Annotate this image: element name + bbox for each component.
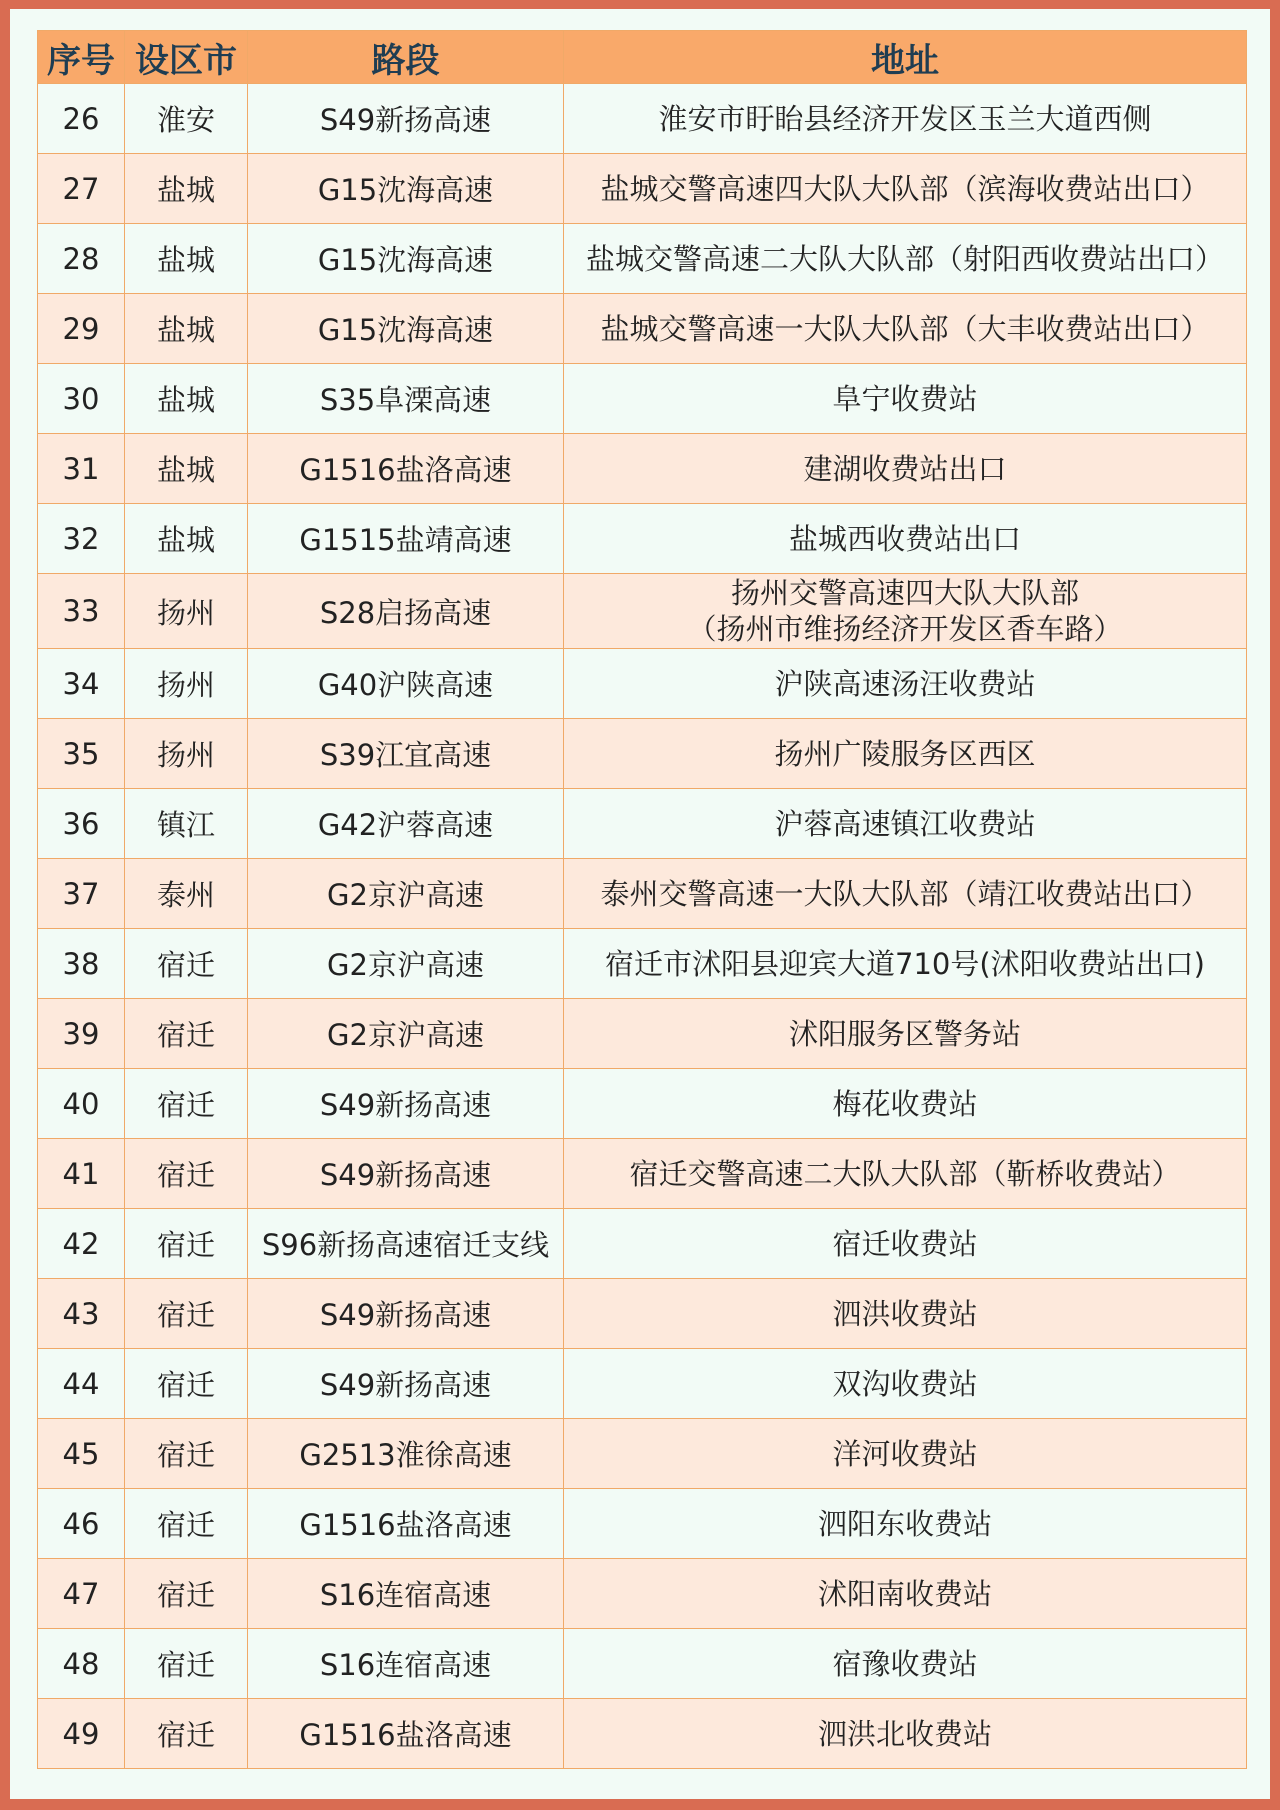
- cell-road: G2京沪高速: [248, 859, 564, 929]
- cell-city: 宿迁: [125, 1559, 248, 1629]
- cell-city: 盐城: [125, 294, 248, 364]
- header-address: 地址: [564, 31, 1247, 84]
- cell-no: 39: [38, 999, 125, 1069]
- table-row: [38, 999, 1247, 1069]
- cell-no: 28: [38, 224, 125, 294]
- table-row: [38, 224, 1247, 294]
- cell-address: 宿豫收费站: [564, 1629, 1247, 1699]
- cell-city: 盐城: [125, 224, 248, 294]
- cell-no: 43: [38, 1279, 125, 1349]
- table-row: [38, 364, 1247, 434]
- cell-address: 盐城西收费站出口: [564, 504, 1247, 574]
- cell-road: S49新扬高速: [248, 84, 564, 154]
- cell-no: 29: [38, 294, 125, 364]
- table-row: [38, 294, 1247, 364]
- table-frame: [10, 9, 1270, 1799]
- cell-no: 44: [38, 1349, 125, 1419]
- cell-road: S96新扬高速宿迁支线: [248, 1209, 564, 1279]
- cell-road: G2京沪高速: [248, 999, 564, 1069]
- cell-no: 38: [38, 929, 125, 999]
- cell-city: 镇江: [125, 789, 248, 859]
- cell-address: 泰州交警高速一大队大队部（靖江收费站出口）: [564, 859, 1247, 929]
- cell-address: 淮安市盱眙县经济开发区玉兰大道西侧: [564, 84, 1247, 154]
- cell-no: 37: [38, 859, 125, 929]
- cell-city: 宿迁: [125, 1629, 248, 1699]
- cell-city: 泰州: [125, 859, 248, 929]
- table-row: [38, 574, 1247, 649]
- cell-city: 盐城: [125, 504, 248, 574]
- cell-address: 盐城交警高速一大队大队部（大丰收费站出口）: [564, 294, 1247, 364]
- cell-address: 盐城交警高速二大队大队部（射阳西收费站出口）: [564, 224, 1247, 294]
- table-row: [38, 504, 1247, 574]
- cell-address: 宿迁收费站: [564, 1209, 1247, 1279]
- table-row: [38, 649, 1247, 719]
- cell-address: 阜宁收费站: [564, 364, 1247, 434]
- cell-address: 泗洪收费站: [564, 1279, 1247, 1349]
- cell-road: S39江宜高速: [248, 719, 564, 789]
- cell-city: 盐城: [125, 364, 248, 434]
- cell-road: G1516盐洛高速: [248, 1489, 564, 1559]
- cell-no: 49: [38, 1699, 125, 1769]
- cell-city: 宿迁: [125, 1069, 248, 1139]
- cell-address: 宿迁交警高速二大队大队部（靳桥收费站）: [564, 1139, 1247, 1209]
- cell-road: S49新扬高速: [248, 1069, 564, 1139]
- cell-no: 36: [38, 789, 125, 859]
- cell-city: 盐城: [125, 434, 248, 504]
- cell-city: 扬州: [125, 649, 248, 719]
- table-header-row: [38, 31, 1247, 84]
- cell-road: G1516盐洛高速: [248, 1699, 564, 1769]
- cell-no: 31: [38, 434, 125, 504]
- cell-city: 淮安: [125, 84, 248, 154]
- cell-address: 盐城交警高速四大队大队部（滨海收费站出口）: [564, 154, 1247, 224]
- cell-no: 35: [38, 719, 125, 789]
- cell-road: G40沪陕高速: [248, 649, 564, 719]
- cell-road: G1515盐靖高速: [248, 504, 564, 574]
- cell-road: G2513淮徐高速: [248, 1419, 564, 1489]
- cell-road: S49新扬高速: [248, 1139, 564, 1209]
- cell-address: 洋河收费站: [564, 1419, 1247, 1489]
- header-city: 设区市: [125, 31, 248, 84]
- cell-city: 盐城: [125, 154, 248, 224]
- table-row: [38, 1139, 1247, 1209]
- cell-road: G42沪蓉高速: [248, 789, 564, 859]
- cell-no: 27: [38, 154, 125, 224]
- cell-address: 扬州交警高速四大队大队部 （扬州市维扬经济开发区香车路）: [564, 574, 1247, 649]
- cell-address: 宿迁市沭阳县迎宾大道710号(沭阳收费站出口): [564, 929, 1247, 999]
- cell-road: S16连宿高速: [248, 1559, 564, 1629]
- cell-address: 梅花收费站: [564, 1069, 1247, 1139]
- cell-no: 42: [38, 1209, 125, 1279]
- table-row: [38, 1279, 1247, 1349]
- cell-no: 32: [38, 504, 125, 574]
- cell-no: 34: [38, 649, 125, 719]
- cell-city: 扬州: [125, 719, 248, 789]
- checkpoint-table: [37, 30, 1247, 1769]
- cell-road: G2京沪高速: [248, 929, 564, 999]
- table-row: [38, 84, 1247, 154]
- cell-address: 建湖收费站出口: [564, 434, 1247, 504]
- cell-city: 宿迁: [125, 1699, 248, 1769]
- cell-no: 45: [38, 1419, 125, 1489]
- cell-city: 宿迁: [125, 929, 248, 999]
- table-row: [38, 859, 1247, 929]
- table-row: [38, 1069, 1247, 1139]
- table-row: [38, 1699, 1247, 1769]
- cell-address: 沭阳服务区警务站: [564, 999, 1247, 1069]
- header-no: 序号: [38, 31, 125, 84]
- cell-road: S16连宿高速: [248, 1629, 564, 1699]
- cell-city: 宿迁: [125, 1489, 248, 1559]
- cell-road: S49新扬高速: [248, 1349, 564, 1419]
- cell-road: G15沈海高速: [248, 154, 564, 224]
- cell-city: 扬州: [125, 574, 248, 649]
- cell-city: 宿迁: [125, 999, 248, 1069]
- table-row: [38, 789, 1247, 859]
- table-row: [38, 1489, 1247, 1559]
- cell-no: 48: [38, 1629, 125, 1699]
- table-row: [38, 719, 1247, 789]
- cell-no: 30: [38, 364, 125, 434]
- cell-address: 沭阳南收费站: [564, 1559, 1247, 1629]
- cell-no: 26: [38, 84, 125, 154]
- table-row: [38, 1419, 1247, 1489]
- cell-road: S28启扬高速: [248, 574, 564, 649]
- cell-road: G1516盐洛高速: [248, 434, 564, 504]
- cell-city: 宿迁: [125, 1209, 248, 1279]
- cell-no: 47: [38, 1559, 125, 1629]
- cell-no: 40: [38, 1069, 125, 1139]
- cell-address: 扬州广陵服务区西区: [564, 719, 1247, 789]
- cell-road: G15沈海高速: [248, 294, 564, 364]
- cell-road: S35阜溧高速: [248, 364, 564, 434]
- cell-city: 宿迁: [125, 1419, 248, 1489]
- cell-address: 泗阳东收费站: [564, 1489, 1247, 1559]
- table-row: [38, 929, 1247, 999]
- table-row: [38, 1209, 1247, 1279]
- table-row: [38, 154, 1247, 224]
- cell-city: 宿迁: [125, 1139, 248, 1209]
- cell-road: S49新扬高速: [248, 1279, 564, 1349]
- table-row: [38, 1349, 1247, 1419]
- cell-no: 33: [38, 574, 125, 649]
- header-road: 路段: [248, 31, 564, 84]
- cell-city: 宿迁: [125, 1279, 248, 1349]
- cell-no: 41: [38, 1139, 125, 1209]
- table-row: [38, 434, 1247, 504]
- cell-address: 沪陕高速汤汪收费站: [564, 649, 1247, 719]
- table-row: [38, 1559, 1247, 1629]
- table-row: [38, 1629, 1247, 1699]
- cell-road: G15沈海高速: [248, 224, 564, 294]
- cell-address: 双沟收费站: [564, 1349, 1247, 1419]
- cell-city: 宿迁: [125, 1349, 248, 1419]
- cell-no: 46: [38, 1489, 125, 1559]
- cell-address: 沪蓉高速镇江收费站: [564, 789, 1247, 859]
- cell-address: 泗洪北收费站: [564, 1699, 1247, 1769]
